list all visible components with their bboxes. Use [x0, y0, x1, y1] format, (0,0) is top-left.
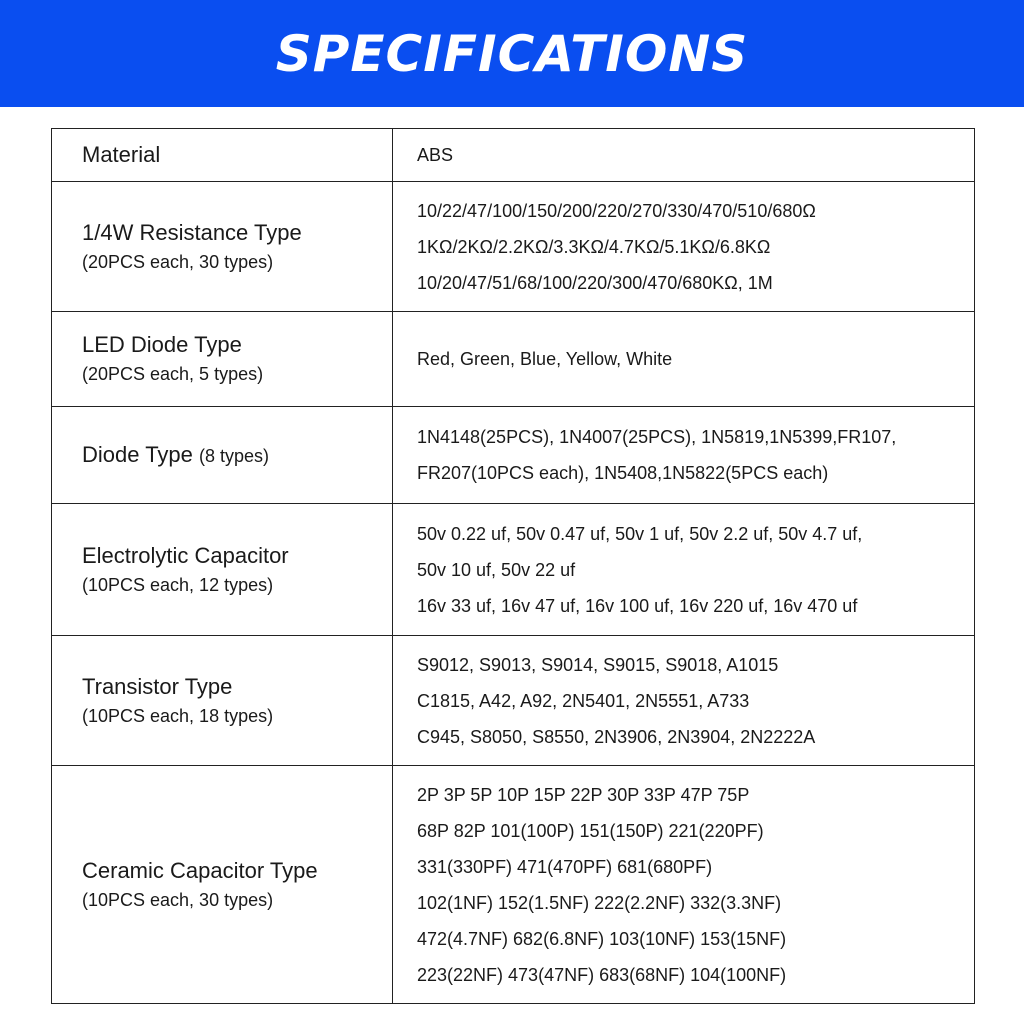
- value-line: 2P 3P 5P 10P 15P 22P 30P 33P 47P 75P: [417, 784, 750, 805]
- table-row: [52, 504, 975, 636]
- value-line: 1KΩ/2KΩ/2.2KΩ/3.3KΩ/4.7KΩ/5.1KΩ/6.8KΩ: [417, 236, 771, 257]
- row-label: Diode Type: [82, 441, 193, 467]
- label-cell: [52, 407, 393, 504]
- row-label: Material: [82, 142, 161, 167]
- value-line: 10/20/47/51/68/100/220/300/470/680KΩ, 1M: [417, 272, 773, 293]
- value-line: 1N4148(25PCS), 1N4007(25PCS), 1N5819,1N5399,FR107,: [417, 427, 897, 447]
- row-sublabel: (20PCS each, 30 types): [82, 251, 274, 272]
- value-line: 223(22NF) 473(47NF) 683(68NF) 104(100NF): [417, 964, 787, 985]
- value-cell: [393, 504, 975, 636]
- row-label: LED Diode Type: [82, 332, 242, 357]
- table-row: [52, 766, 975, 1004]
- table-row: [52, 182, 975, 312]
- table-row: [52, 636, 975, 766]
- value-line: 50v 10 uf, 50v 22 uf: [417, 559, 576, 580]
- value-cell: [393, 312, 975, 407]
- value-line: C1815, A42, A92, 2N5401, 2N5551, A733: [417, 690, 750, 711]
- label-cell: [52, 182, 393, 312]
- label-cell: [52, 129, 393, 182]
- row-label-wrap: [82, 440, 392, 471]
- value-line: 102(1NF) 152(1.5NF) 222(2.2NF) 332(3.3NF): [417, 892, 782, 913]
- page-title: SPECIFICATIONS: [275, 24, 749, 83]
- value-line: 331(330PF) 471(470PF) 681(680PF): [417, 856, 713, 877]
- value-line: ABS: [417, 145, 454, 165]
- value-cell: [393, 129, 975, 182]
- table-row: [52, 312, 975, 407]
- value-cell: [393, 407, 975, 504]
- row-label: Ceramic Capacitor Type: [82, 857, 318, 883]
- row-label: Transistor Type: [82, 673, 233, 699]
- value-line: 16v 33 uf, 16v 47 uf, 16v 100 uf, 16v 220 uf, 16v 470 uf: [417, 595, 858, 616]
- value-line: FR207(10PCS each), 1N5408,1N5822(5PCS each): [417, 463, 829, 483]
- row-sublabel: (20PCS each, 5 types): [82, 364, 264, 384]
- table-row: [52, 129, 975, 182]
- value-line: Red, Green, Blue, Yellow, White: [417, 349, 673, 369]
- row-label: 1/4W Resistance Type: [82, 219, 302, 245]
- value-cell: [393, 636, 975, 766]
- label-cell: [52, 312, 393, 407]
- value-line: 472(4.7NF) 682(6.8NF) 103(10NF) 153(15NF): [417, 928, 787, 949]
- value-line: 10/22/47/100/150/200/220/270/330/470/510/680Ω: [417, 200, 816, 221]
- value-line: S9012, S9013, S9014, S9015, S9018, A1015: [417, 654, 779, 675]
- value-cell: [393, 766, 975, 1004]
- value-line: C945, S8050, S8550, 2N3906, 2N3904, 2N2222A: [417, 726, 816, 747]
- row-sublabel: (10PCS each, 30 types): [82, 889, 274, 910]
- header-banner: [0, 0, 1024, 107]
- label-cell: [52, 766, 393, 1004]
- table-row: [52, 407, 975, 504]
- value-line: 50v 0.22 uf, 50v 0.47 uf, 50v 1 uf, 50v 2.2 uf, 50v 4.7 uf,: [417, 523, 863, 544]
- row-label: Electrolytic Capacitor: [82, 542, 289, 568]
- row-sublabel: (8 types): [199, 445, 270, 466]
- label-cell: [52, 504, 393, 636]
- row-sublabel: (10PCS each, 12 types): [82, 574, 274, 595]
- row-sublabel: (10PCS each, 18 types): [82, 705, 274, 726]
- label-cell: [52, 636, 393, 766]
- value-line: 68P 82P 101(100P) 151(150P) 221(220PF): [417, 820, 764, 841]
- value-cell: [393, 182, 975, 312]
- spec-table: [51, 128, 975, 1004]
